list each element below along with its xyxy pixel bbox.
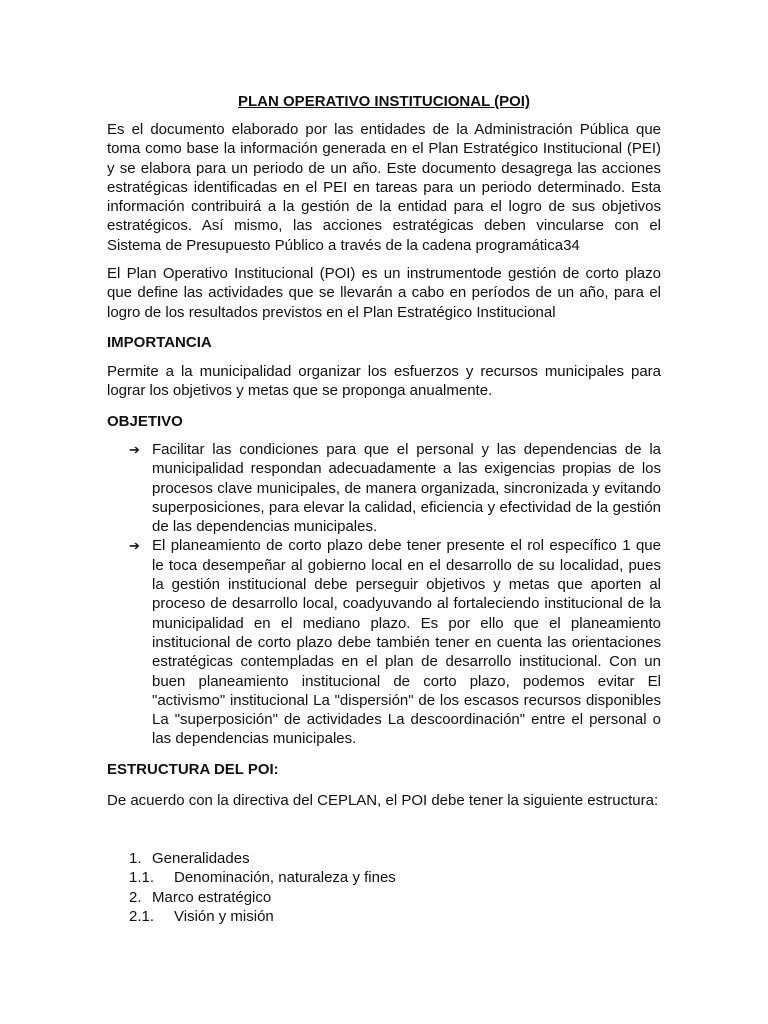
intro-paragraph: Es el documento elaborado por las entidades de la Administración Pública que toma como base la información generada en el Plan Estratégico Institucional (PEI) y se elabora para un periodo de un año. Este documento desagrega las acciones estratégicas identificadas en el PEI en tareas para un periodo determinado. Esta información contribuirá a la gestión de la entidad para el logro de sus objetivos estratégicos. Así mismo, las acciones estratégicas deben vincularse con el Sistema de Presupuesto Público a través de la cadena programática34	[107, 121, 661, 254]
importancia-heading: IMPORTANCIA	[107, 334, 212, 351]
list-item	[107, 907, 661, 926]
arrow-right-icon: ➔	[129, 442, 140, 457]
list-item-text: Facilitar las condiciones para que el personal y las dependencias de la municipalidad respondan adecuadamente a las exigencias propias de los procesos clave municipales, de manera organizada, sincronizada y evitando superposiciones, para elevar la calidad, eficiencia y efectividad de la gestión de las dependencias municipales.	[152, 441, 661, 536]
list-item	[107, 536, 661, 748]
list-item	[107, 868, 661, 887]
estructura-paragraph: De acuerdo con la directiva del CEPLAN, el POI debe tener la siguiente estructura:	[107, 792, 659, 809]
poi-definition-paragraph: El Plan Operativo Institucional (POI) es un instrumentode gestión de corto plazo que define las actividades que se llevarán a cabo en períodos de un año, para el logro de los resultados previstos en el Plan Estratégico Institucional	[107, 265, 661, 321]
outline-number: 1.1.	[129, 869, 155, 887]
outline-label: Visión y misión	[174, 907, 274, 925]
outline-number: 2.1.	[129, 907, 155, 925]
estructura-heading: ESTRUCTURA DEL POI:	[107, 761, 279, 778]
arrow-right-icon: ➔	[129, 538, 140, 554]
outline-number: 2.	[129, 888, 142, 906]
list-item	[107, 440, 661, 536]
outline-label: Generalidades	[152, 850, 250, 867]
outline-label: Denominación, naturaleza y fines	[174, 869, 396, 887]
objetivo-list	[107, 440, 661, 749]
document-title: PLAN OPERATIVO INSTITUCIONAL (POI)	[238, 93, 530, 110]
importancia-paragraph: Permite a la municipalidad organizar los esfuerzos y recursos municipales para lograr los objetivos y metas que se proponga anualmente.	[107, 363, 661, 400]
list-item	[107, 888, 661, 907]
outline-number: 1.	[129, 850, 142, 867]
outline-label: Marco estratégico	[152, 888, 272, 906]
objetivo-heading: OBJETIVO	[107, 413, 183, 430]
list-item-text: El planeamiento de corto plazo debe tener presente el rol específico 1 que le toca desempeñar al gobierno local en el desarrollo de su localidad, pues la gestión institucional debe perseguir objetivos y metas que aporten al proceso de desarrollo local, coadyuvando al fortaleciendo institucional de la municipalidad en el mediano plazo. Es por ello que el planeamiento institucional de corto plazo debe también tener en cuenta las orientaciones estratégicas contempladas en el plan de desarrollo institucional. Con un buen planeamiento institucional de corto plazo, podemos evitar El "activismo" institucional La "dispersión" de los escasos recursos disponibles La "superposición" de actividades La descoordinación" entre el personal o las dependencias municipales.	[152, 537, 661, 748]
estructura-outline	[107, 849, 661, 926]
list-item	[107, 849, 661, 868]
